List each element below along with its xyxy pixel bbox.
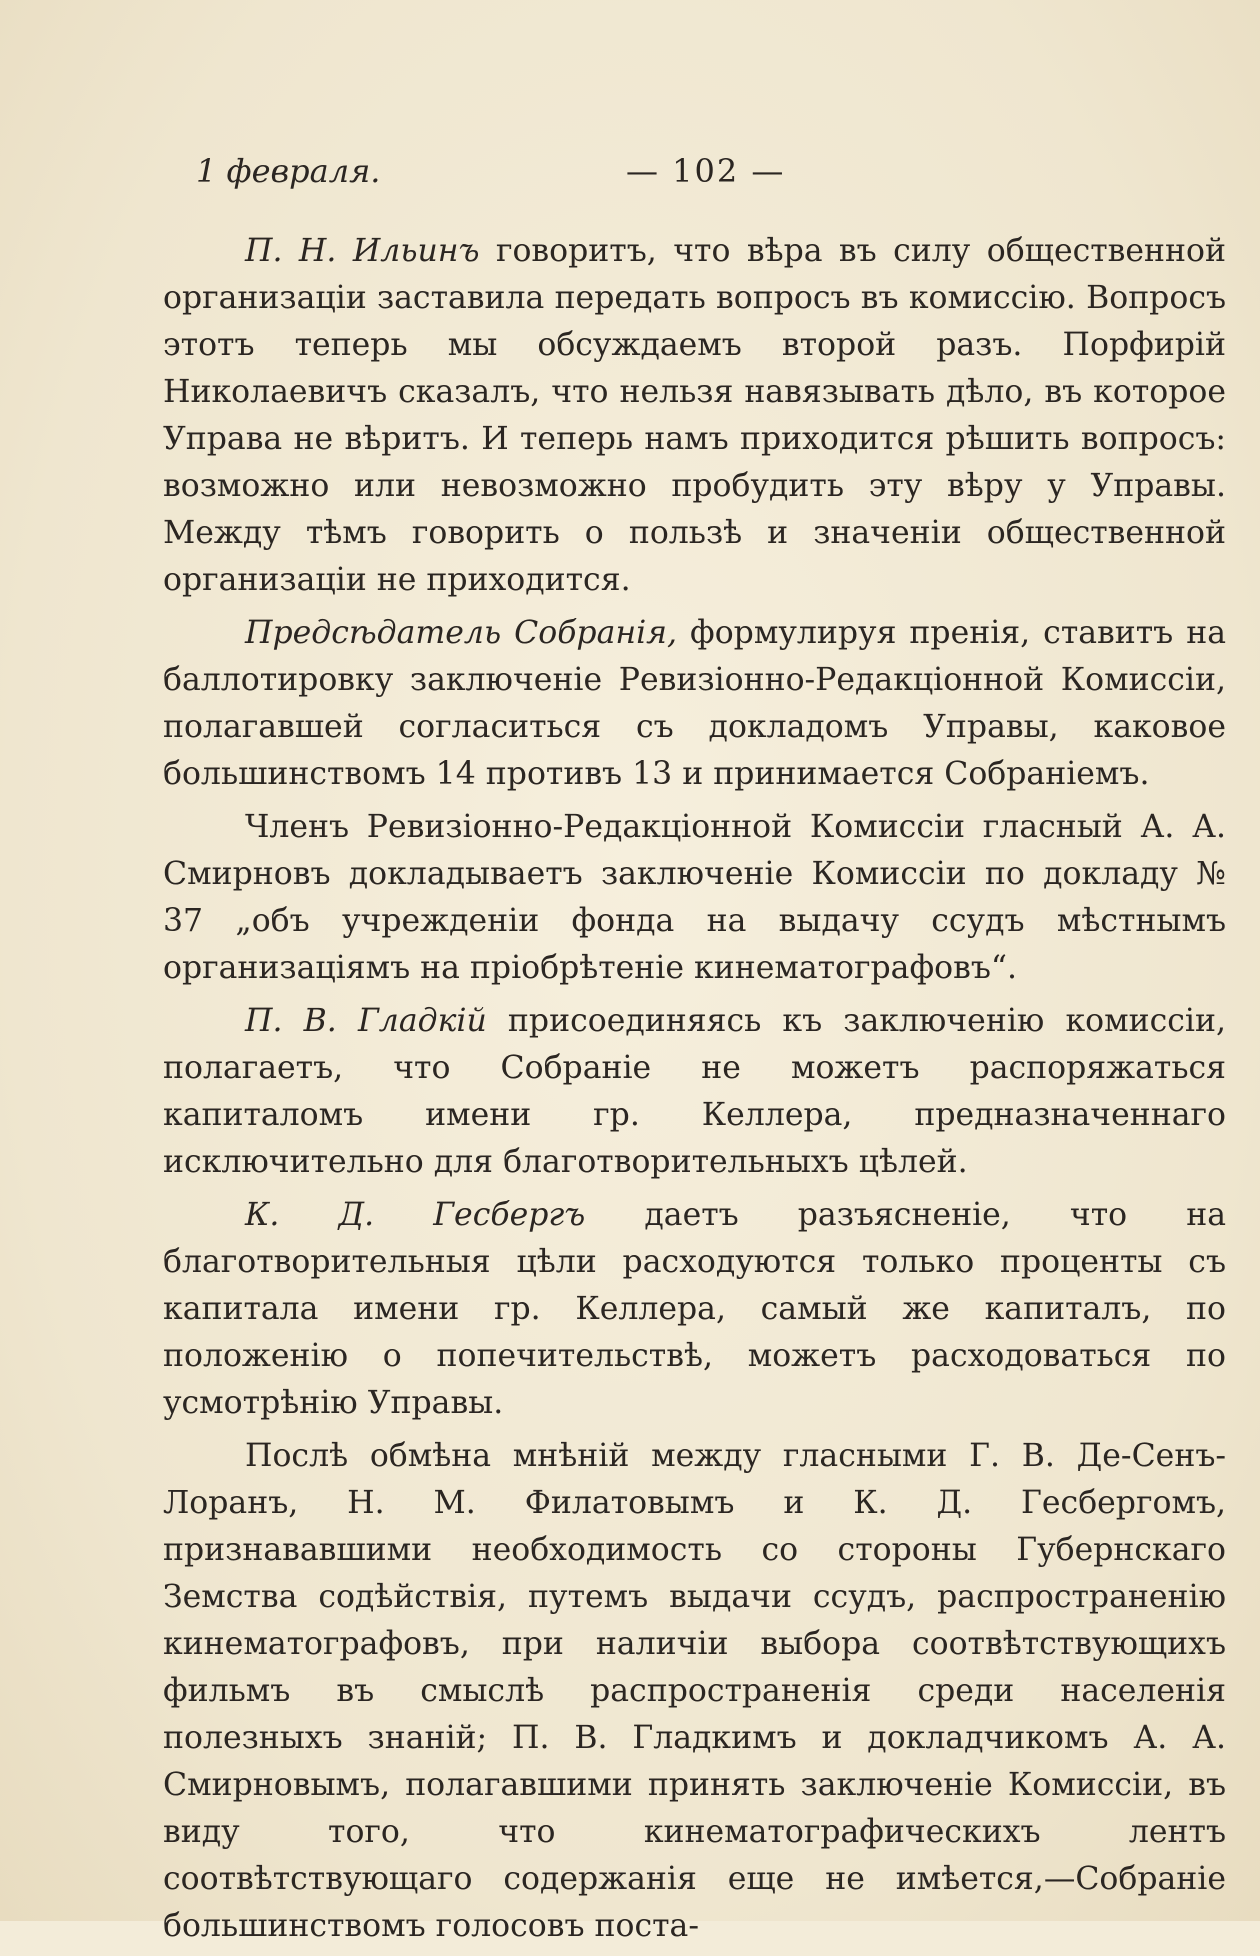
paragraph	[163, 998, 1226, 1186]
paragraph	[163, 804, 1226, 992]
speaker-name: П. Н. Ильинъ	[245, 233, 480, 269]
speaker-name: П. В. Гладкій	[245, 1003, 487, 1039]
paragraph-text: формулируя пренія, ставитъ на баллотировку заключеніе Ревизіонно-Редакціонной Комиссіи, полагавшей согласиться съ докладомъ Управы, каковое большинствомъ 14 противъ 13 и принимается Собраніемъ.	[163, 615, 1226, 792]
paragraph-text: Послѣ обмѣна мнѣній между гласными Г. В. Де-Сенъ-Лоранъ, Н. М. Филатовымъ и К. Д. Гесбергомъ, признававшими необходимость со стороны Губернскаго Земства содѣйствія, путемъ выдачи ссудъ, распространенію кинематографовъ, при наличіи выбора соотвѣтствующихъ фильмъ въ смыслѣ распространенія среди населенія полезныхъ знаній; П. В. Гладкимъ и докладчикомъ А. А. Смирновымъ, полагавшими принять заключеніе Комиссіи, въ виду того, что кинематографическихъ лентъ соотвѣтствующаго содержанія еще не имѣется,—Собраніе большинствомъ голосовъ поста-	[163, 1438, 1226, 1944]
paragraph-text: присоединяясь къ заключенію комиссіи, полагаетъ, что Собраніе не можетъ распоряжаться капиталомъ имени гр. Келлера, предназначеннаго исключительно для благотворительныхъ цѣлей.	[163, 1003, 1226, 1180]
page-header	[196, 152, 1226, 202]
paragraph	[163, 1433, 1226, 1950]
paragraph-text: Членъ Ревизіонно-Редакціонной Комиссіи гласный А. А. Смирновъ докладываетъ заключеніе Комиссіи по докладу № 37 „объ учрежденіи фонда на выдачу ссудъ мѣстнымъ организаціямъ на пріобрѣтеніе кинематографовъ“.	[163, 809, 1226, 986]
paragraph	[163, 228, 1226, 604]
paragraph-text: говоритъ, что вѣра въ силу общественной организаціи заставила передать вопросъ въ комиссію. Вопросъ этотъ теперь мы обсуждаемъ второй разъ. Порфирій Николаевичъ сказалъ, что нельзя навязывать дѣло, въ которое Управа не вѣритъ. И теперь намъ приходится рѣшить вопросъ: возможно или невозможно пробудить эту вѣру у Управы. Между тѣмъ говорить о пользѣ и значеніи общественной организаціи не приходится.	[163, 233, 1226, 598]
paragraph-text: даетъ разъясненіе, что на благотворительныя цѣли расходуются только проценты съ капитала имени гр. Келлера, самый же капиталъ, по положенію о попечительствѣ, можетъ расходоваться по усмотрѣнію Управы.	[163, 1197, 1226, 1421]
speaker-name: Предсѣдатель Собранія,	[245, 615, 678, 651]
page-number: — 102 —	[626, 152, 786, 190]
paragraph	[163, 1192, 1226, 1427]
body-text	[163, 228, 1226, 1956]
paragraph	[163, 610, 1226, 798]
speaker-name: К. Д. Гесбергъ	[245, 1197, 586, 1233]
header-date: 1 февраля.	[196, 152, 381, 190]
